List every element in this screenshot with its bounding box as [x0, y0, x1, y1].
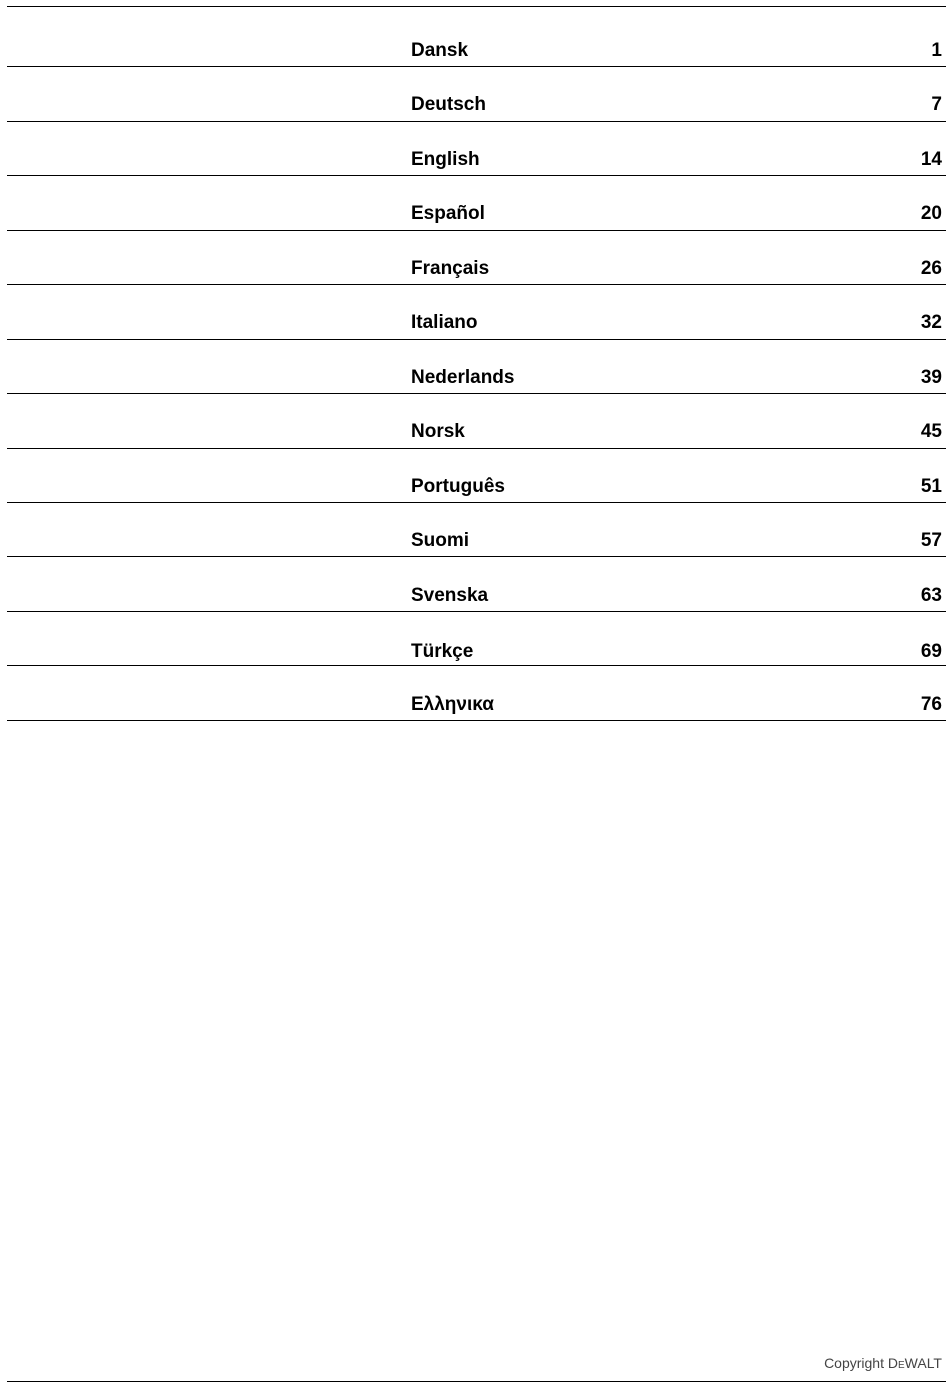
toc-entry-suomi[interactable] — [411, 529, 942, 553]
toc-entry-norsk[interactable] — [411, 420, 942, 444]
toc-entry-english[interactable] — [411, 148, 942, 172]
copyright-notice — [824, 1355, 942, 1371]
toc-divider — [7, 66, 946, 67]
toc-language: Türkçe — [411, 641, 474, 662]
toc-page-number: 20 — [920, 203, 942, 224]
toc-page-number: 51 — [920, 476, 942, 497]
toc-language: Nederlands — [411, 367, 515, 388]
toc-language: Français — [411, 258, 490, 279]
toc-divider — [7, 611, 946, 612]
toc-divider — [7, 720, 946, 721]
toc-page-number: 26 — [920, 258, 942, 279]
toc-language: Suomi — [411, 530, 470, 551]
toc-page-number: 7 — [931, 94, 942, 115]
toc-page-number: 39 — [920, 367, 942, 388]
toc-entry-turkce[interactable] — [411, 640, 942, 664]
toc-divider — [7, 665, 946, 666]
toc-entry-francais[interactable] — [411, 257, 942, 281]
toc-page-number: 14 — [920, 149, 942, 170]
toc-language: Italiano — [411, 312, 478, 333]
toc-entry-nederlands[interactable] — [411, 366, 942, 390]
toc-language: Español — [411, 203, 485, 224]
toc-divider — [7, 175, 946, 176]
toc-divider — [7, 502, 946, 503]
toc-divider — [7, 556, 946, 557]
toc-language: Ελληνικα — [411, 694, 494, 715]
toc-page-number: 63 — [920, 585, 942, 606]
toc-page-number: 45 — [920, 421, 942, 442]
top-rule — [7, 6, 946, 7]
toc-language: English — [411, 149, 480, 170]
bottom-rule — [7, 1381, 946, 1382]
toc-language: Dansk — [411, 40, 469, 61]
toc-page-number: 57 — [920, 530, 942, 551]
toc-divider — [7, 448, 946, 449]
toc-page-number: 1 — [931, 40, 942, 61]
toc-language: Português — [411, 476, 505, 497]
toc-divider — [7, 284, 946, 285]
toc-divider — [7, 393, 946, 394]
toc-page-number: 69 — [920, 641, 942, 662]
toc-entry-italiano[interactable] — [411, 311, 942, 335]
toc-entry-portugues[interactable] — [411, 475, 942, 499]
toc-language: Svenska — [411, 585, 489, 606]
brand-name: DeWALT — [887, 1355, 942, 1371]
toc-language: Deutsch — [411, 94, 486, 115]
toc-entry-svenska[interactable] — [411, 584, 942, 608]
toc-entry-dansk[interactable] — [411, 39, 942, 63]
toc-entry-espanol[interactable] — [411, 202, 942, 226]
copyright-prefix: Copyright — [824, 1355, 884, 1371]
toc-divider — [7, 339, 946, 340]
toc-page-number: 76 — [920, 694, 942, 715]
toc-divider — [7, 230, 946, 231]
toc-language: Norsk — [411, 421, 465, 442]
toc-entry-ellinika[interactable] — [411, 693, 942, 717]
toc-divider — [7, 121, 946, 122]
toc-entry-deutsch[interactable] — [411, 93, 942, 117]
toc-page-number: 32 — [920, 312, 942, 333]
